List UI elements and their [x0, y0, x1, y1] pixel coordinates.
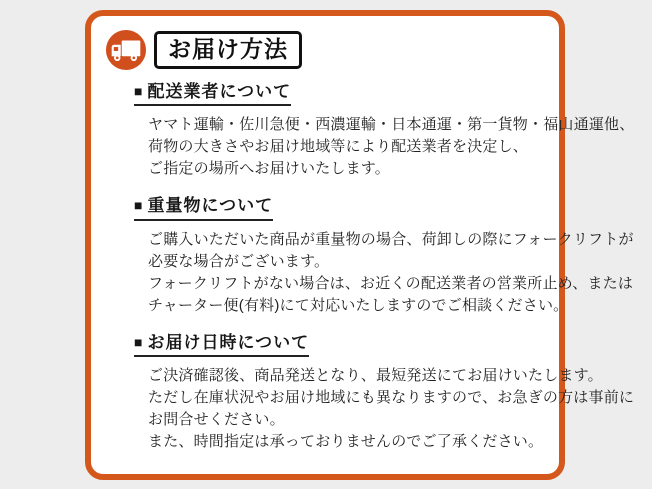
sections [134, 81, 635, 453]
section-heavy-items-heading-text: 重量物について [147, 196, 274, 216]
section-delivery-datetime-body [148, 365, 635, 453]
square-bullet-icon: ■ [134, 83, 144, 99]
section-heavy-items-body [148, 229, 634, 317]
body-line: ご購入いただいた商品が重量物の場合、荷卸しの際にフォークリフトが [148, 230, 634, 248]
body-line: ご指定の場所へお届けいたします。 [148, 160, 391, 178]
section-delivery-datetime [134, 332, 635, 453]
body-line: お問合せください。 [148, 410, 285, 428]
section-delivery-datetime-heading [134, 332, 309, 357]
section-heavy-items [134, 195, 634, 316]
truck-icon [105, 29, 147, 71]
body-line: 必要な場合がございます。 [148, 252, 330, 270]
section-carriers-heading-text: 配送業者について [147, 82, 292, 101]
section-heavy-items-heading [134, 195, 273, 220]
section-carriers-heading [134, 81, 291, 106]
page-title: お届け方法 [154, 31, 302, 70]
body-line: ご決済確認後、商品発送となり、最短発送にてお届けいたします。 [148, 366, 603, 384]
body-line: フォークリフトがない場合は、お近くの配送業者の営業所止め、または [148, 274, 634, 292]
section-carriers-body [148, 114, 635, 180]
delivery-info-panel [85, 10, 635, 480]
body-line: また、時間指定は承っておりませんのでご了承ください。 [148, 432, 544, 450]
body-line: ただし在庫状況やお届け地域にも異なりますので、お急ぎの方は事前に [148, 388, 635, 406]
body-line: チャーター便(有料)にて対応いたしますのでご相談ください。 [148, 296, 569, 314]
panel-content [91, 16, 635, 453]
section-delivery-datetime-heading-text: お届け日時について [147, 332, 310, 352]
square-bullet-icon: ■ [134, 197, 144, 214]
body-line: ヤマト運輸・佐川急便・西濃運輸・日本通運・第一貨物・福山通運他、 [148, 116, 635, 134]
square-bullet-icon: ■ [134, 333, 144, 350]
section-carriers [134, 81, 635, 180]
body-line: 荷物の大きさやお届け地域等により配送業者を決定し、 [148, 138, 529, 156]
panel-header [105, 27, 545, 73]
